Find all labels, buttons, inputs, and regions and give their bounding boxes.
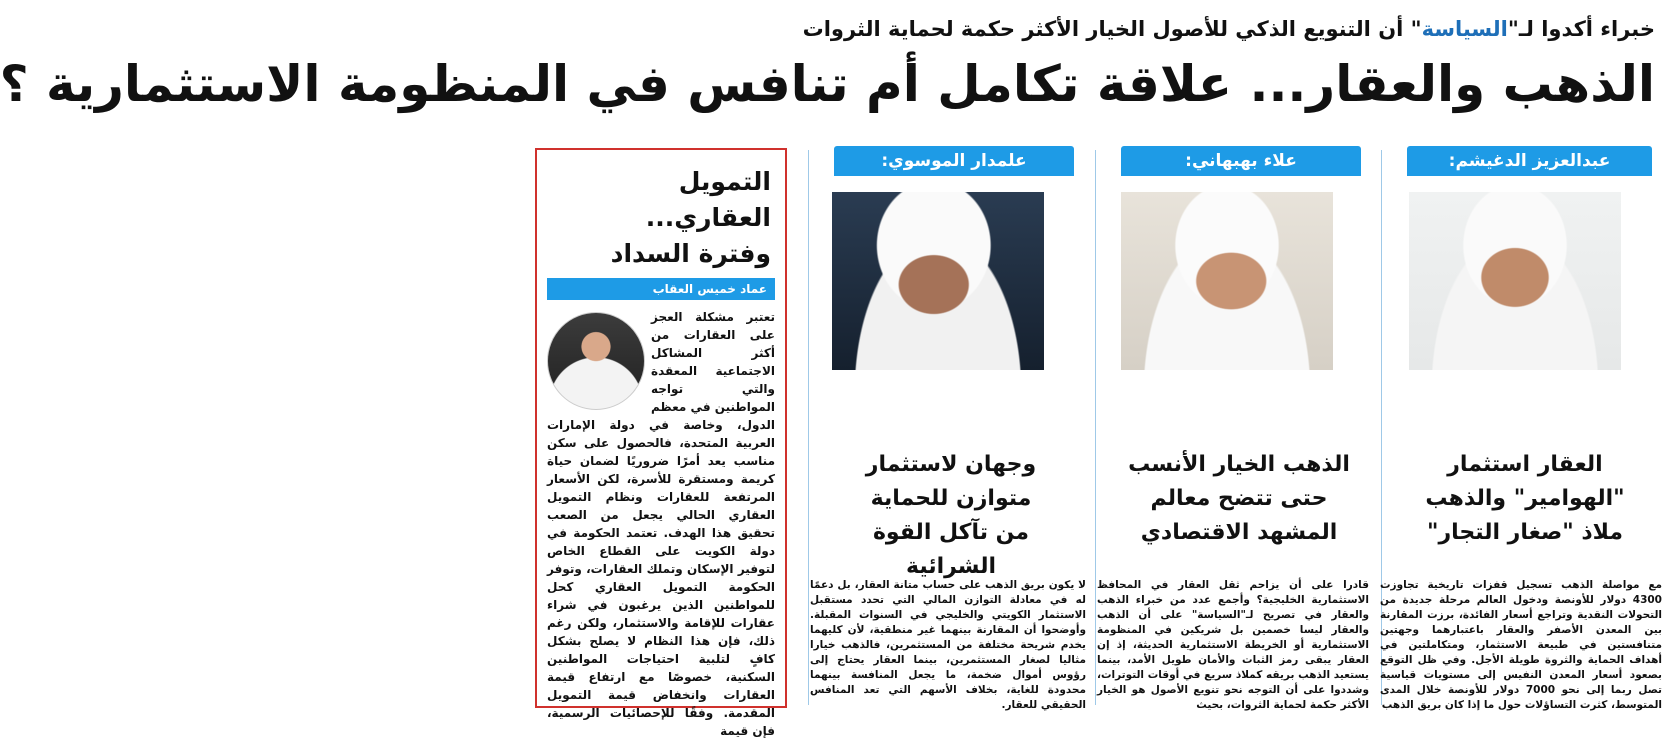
expert-name-2: علاء بهبهاني:	[1121, 146, 1361, 176]
kicker-line	[787, 14, 1655, 44]
expert-photo-2	[1121, 192, 1333, 370]
column-title	[537, 150, 785, 272]
column-body	[537, 300, 785, 740]
expert-photo-1	[1409, 192, 1621, 370]
quote-line: ملاذ "صغار التجار"	[1426, 520, 1624, 545]
column-divider	[808, 150, 809, 705]
article-text-3: لا يكون بريق الذهب على حساب متانة العقار، بل دعمًا له في معادلة التوازن المالي التي تحدد مستقبل الاستثمار الكويتي والخليجي في السنوات المقبلة. وأوضحوا أن المقارنة بينهما غير منطقية، لأن كليهما يخدم شريحة مختلفة من المستثمرين، فالذهب خيارا مثاليا لصغار المستثمرين، بينما العقار يحتاج إلى رؤوس أموال ضخمة، ما يجعل المنافسة بينهما محدودة للغاية، بخلاف الأسهم التي تعد المنافس الحقيقي للعقار.	[810, 579, 1086, 711]
article-text-1: مع مواصلة الذهب تسجيل قفزات تاريخية تجاوزت 4300 دولار للأونصة ودخول العالم مرحلة جديدة من التحولات النقدية وتراجع أسعار الفائدة، برزت المقارنة بين المعدن الأصفر والعقار باعتبارهما وجهتين متنافستين في طبيعة الاستثمار، ومتكاملتين في أهداف الحماية والثروة طويلة الأجل. وفي ظل التوقع بصعود أسعار المعدن النفيس إلى مستويات قياسية تصل ربما إلى نحو 7000 دولار للأونصة خلال المدى المتوسط، كثرت التساؤلات حول ما إذا كان بريق الذهب	[1380, 579, 1663, 711]
opinion-column	[535, 148, 787, 738]
article-text-2: قادرا على أن يزاحم ثقل العقار في المحافظ الاستثمارية الخليجية؟ وأجمع عدد من خبراء الذهب والعقار في تصريح لـ"السياسة" على أن الذهب والعقار ليسا خصمين بل شريكين في المنظومة الاستثمارية أو الخريطة الاستثمارية الحديثة، إذ إن العقار يبقى رمز الثبات والأمان طويل الأمد، بينما يستعيد الذهب بريقه كملاذ سريع في أوقات التوترات، وشددوا على أن التوجه نحو تنويع الأصول هو الخيار الأكثر حكمة لحماية الثروات، بحيث	[1097, 579, 1369, 711]
expert-name-3: علمدار الموسوي:	[834, 146, 1074, 176]
column-title-line2: وفترة السداد	[610, 239, 771, 268]
quote-line: الذهب الخيار الأنسب	[1128, 452, 1350, 477]
expert-photo-3	[832, 192, 1044, 370]
quote-line: من تآكل القوة الشرائية	[872, 520, 1030, 579]
expert-name-1: عبدالعزيز الدغيشم:	[1407, 146, 1652, 176]
kicker-after: " أن التنويع الذكي للأصول الخيار الأكثر حكمة لحماية الثروات	[802, 17, 1422, 41]
expert-quote-3	[831, 448, 1071, 584]
column-author: عماد خميس العقاب	[547, 278, 775, 300]
main-headline: الذهب والعقار... علاقة تكامل أم تنافس في المنظومة الاستثمارية ؟	[0, 55, 1655, 113]
author-photo	[547, 312, 645, 410]
quote-line: العقار استثمار	[1447, 452, 1603, 477]
brand-name: السياسة	[1421, 17, 1508, 41]
quote-line: حتى تتضح معالم	[1150, 486, 1328, 511]
column-text: تعتبر مشكلة العجز على العقارات من أكثر المشاكل الاجتماعية المعقدة والتي تواجه المواطنين في معظم الدول، وخاصة في دولة الإمارات العربية المتحدة، فالحصول على سكن مناسب يعد أمرًا ضروريًا لضمان حياة كريمة ومستقرة للأسرة، لكن الأسعار المرتفعة للعقارات ونظام التمويل العقاري الحالي يجعل من الصعب تحقيق هذا الهدف. تعتمد الحكومة في دولة الكويت على القطاع الخاص لتوفير الإسكان وتملك العقارات، وتوفر الحكومة التمويل العقاري كحل للمواطنين الذين يرغبون في شراء عقارات للإقامة والاستثمار، ولكن رغم ذلك، فإن هذا النظام لا يصلح بشكل كافٍ لتلبية احتياجات المواطنين السكنية، خصوصًا مع ارتفاع قيمة العقارات وانخفاض قيمة التمويل المقدمة. وفقًا للإحصائيات الرسمية، فإن قيمة	[547, 310, 775, 738]
expert-quote-1	[1405, 448, 1645, 550]
quote-line: المشهد الاقتصادي	[1140, 520, 1338, 545]
kicker-before: خبراء أكدوا لـ"	[1507, 17, 1655, 41]
quote-line: وجهان لاستثمار	[865, 452, 1037, 477]
quote-line: متوازن للحماية	[870, 486, 1032, 511]
column-divider	[1095, 150, 1096, 705]
column-title-line1: التمويل العقاري...	[645, 167, 771, 232]
quote-line: "الهوامير" والذهب	[1425, 486, 1625, 511]
expert-quote-2	[1119, 448, 1359, 550]
